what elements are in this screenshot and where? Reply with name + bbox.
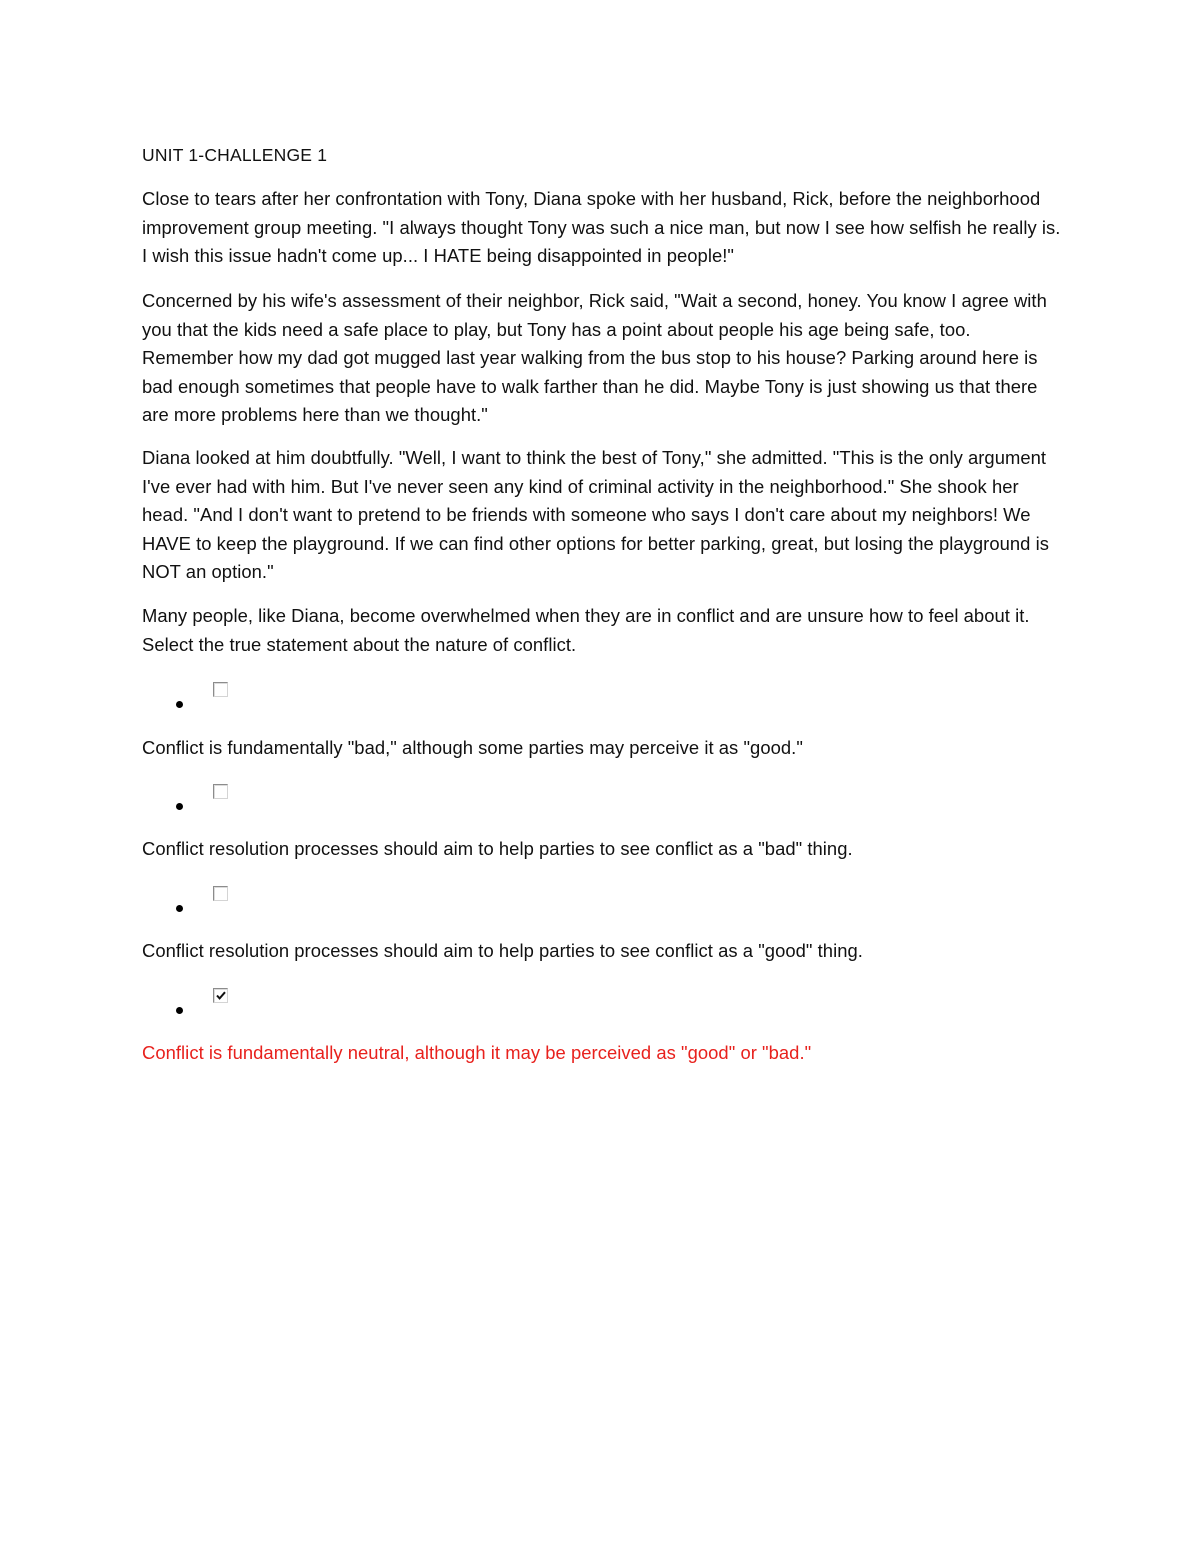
bullet-icon <box>176 905 183 912</box>
option-1-checkbox[interactable] <box>213 682 228 697</box>
paragraph-2: Concerned by his wife's assessment of their neighbor, Rick said, "Wait a second, honey. You know I agree with you that the kids need a safe place to play, but Tony has a point about people his age being safe, too. Remember how my dad got mugged last year walking from the bus stop to his house? Parking around here is bad enough sometimes that people have to walk farther than he did. Maybe Tony is just showing us that there are more problems here than we thought." <box>142 290 1047 426</box>
bullet-icon <box>176 701 183 708</box>
option-1-text: Conflict is fundamentally "bad," although some parties may perceive it as "good." <box>142 737 803 758</box>
question-prompt: Many people, like Diana, become overwhelmed when they are in conflict and are unsure how to feel about it. Select the true statement about the nature of conflict. <box>142 605 1030 655</box>
option-3-text: Conflict resolution processes should aim to help parties to see conflict as a "good" thing. <box>142 940 863 961</box>
option-2-checkbox[interactable] <box>213 784 228 799</box>
option-2-text: Conflict resolution processes should aim to help parties to see conflict as a "bad" thing. <box>142 838 853 859</box>
option-4-checkbox[interactable] <box>213 988 228 1003</box>
paragraph-1: Close to tears after her confrontation with Tony, Diana spoke with her husband, Rick, before the neighborhood improvement group meeting. "I always thought Tony was such a nice man, but now I see how selfish he really is. I wish this issue hadn't come up... I HATE being disappointed in people!" <box>142 188 1061 267</box>
bullet-icon <box>176 803 183 810</box>
option-4-text: Conflict is fundamentally neutral, although it may be perceived as "good" or "bad." <box>142 1042 812 1063</box>
option-4-marker <box>170 988 250 1018</box>
option-3-checkbox[interactable] <box>213 886 228 901</box>
document-title: UNIT 1-CHALLENGE 1 <box>142 145 328 165</box>
paragraph-3: Diana looked at him doubtfully. "Well, I want to think the best of Tony," she admitted. "This is the only argument I've ever had with him. But I've never seen any kind of criminal activity in the neighborhood." She shook her head. "And I don't want to pretend to be friends with someone who says I don't care about my neighbors! We HAVE to keep the playground. If we can find other options for better parking, great, but losing the playground is NOT an option." <box>142 447 1049 583</box>
checkmark-icon <box>215 990 227 1002</box>
option-1-marker <box>170 682 250 712</box>
option-3-marker <box>170 886 250 916</box>
option-2-marker <box>170 784 250 814</box>
bullet-icon <box>176 1007 183 1014</box>
